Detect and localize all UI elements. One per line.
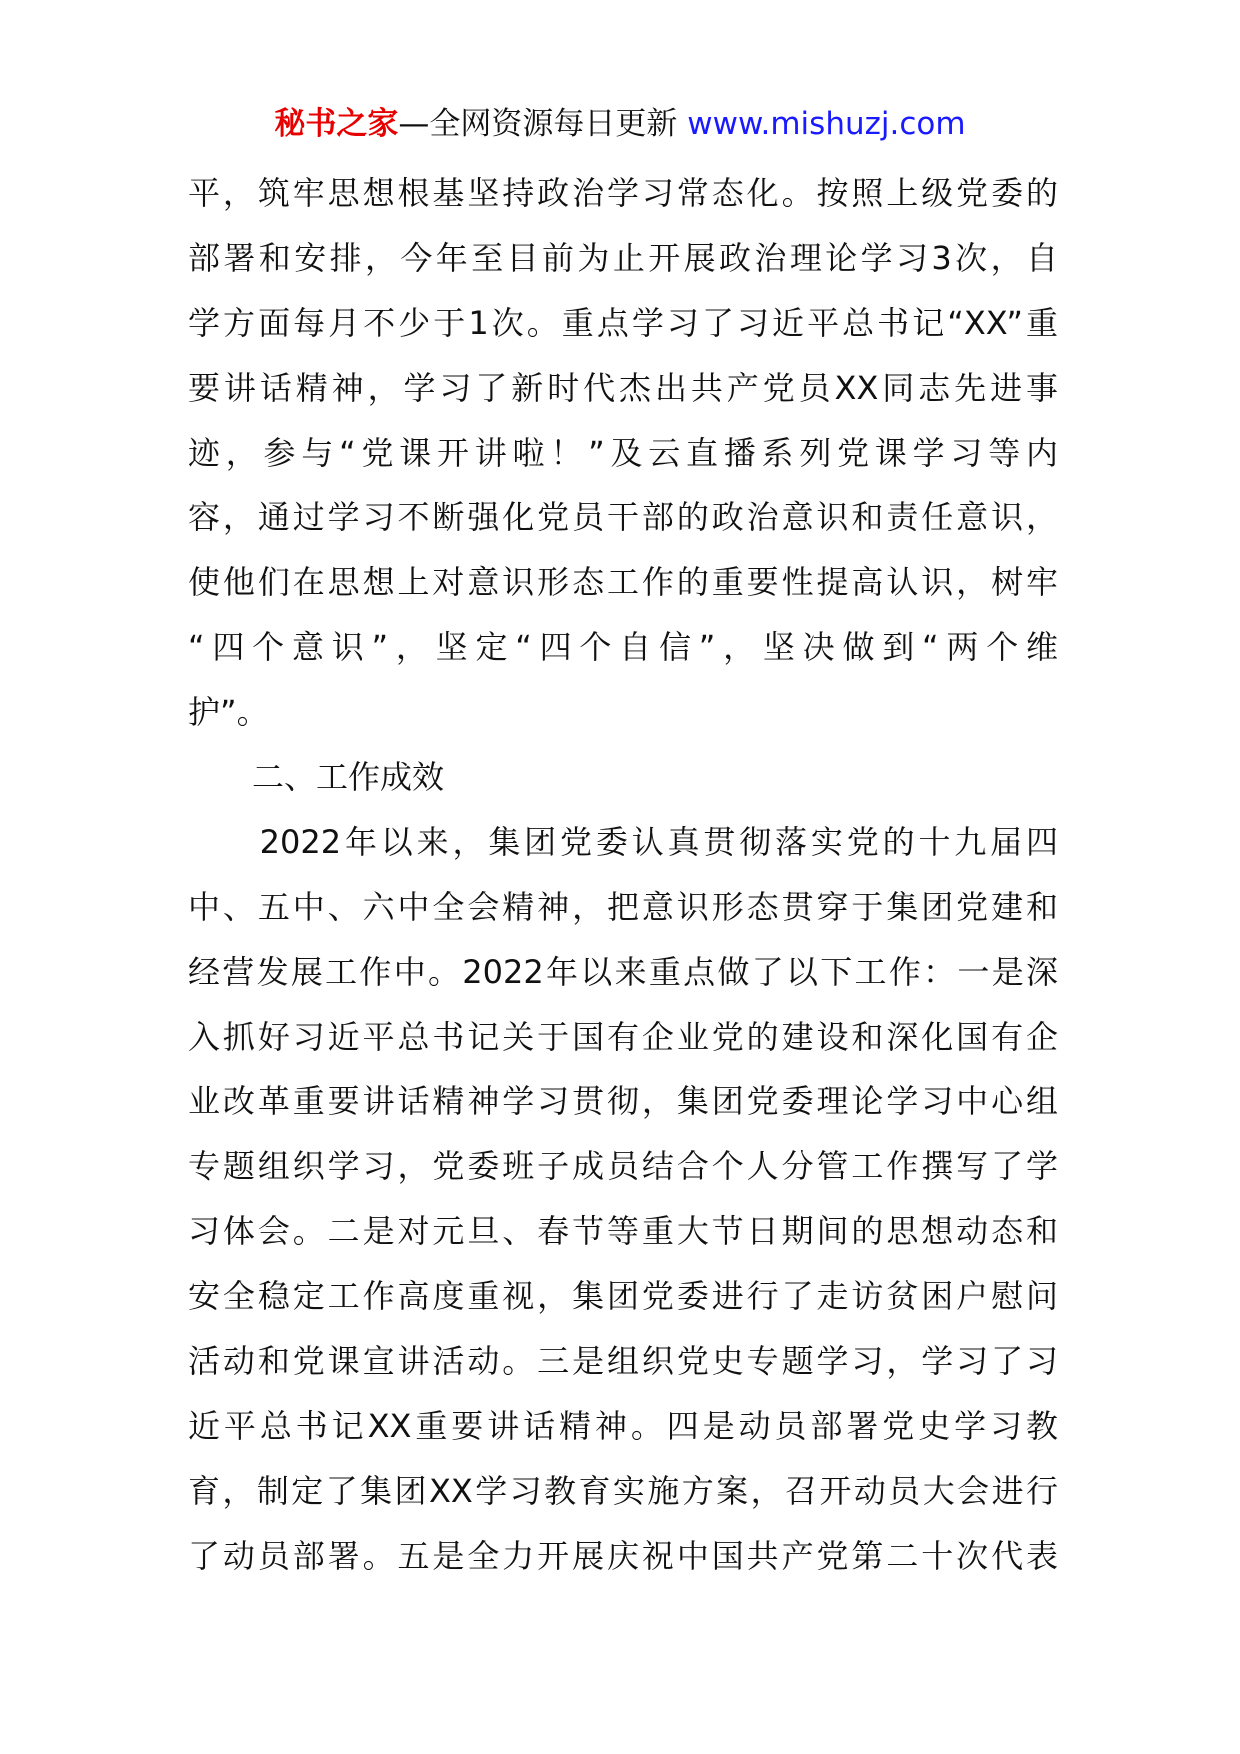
text-line: “四个意识”，坚定“四个自信”，坚决做到“两个维 xyxy=(188,628,1058,667)
text-line: 平，筑牢思想根基坚持政治学习常态化。按照上级党委的 xyxy=(188,174,1058,212)
text-line: 习体会。二是对元旦、春节等重大节日期间的思想动态和 xyxy=(188,1212,1058,1251)
header-tagline: —全网资源每日更新 xyxy=(398,106,678,142)
text-line: 业改革重要讲话精神学习贯彻，集团党委理论学习中心组 xyxy=(188,1082,1058,1121)
text-line: 入抓好习近平总书记关于国有企业党的建设和深化国有企 xyxy=(188,1017,1058,1056)
text-line: 迹，参与“党课开讲啦！”及云直播系列党课学习等内 xyxy=(188,433,1058,472)
text-line: 安全稳定工作高度重视，集团党委进行了走访贫困户慰问 xyxy=(188,1277,1058,1316)
text-line: 近平总书记XX重要讲话精神。四是动员部署党史学习教 xyxy=(188,1406,1058,1445)
text-line: 容，通过学习不断强化党员干部的政治意识和责任意识， xyxy=(188,498,1058,537)
text-line: 活动和党课宣讲活动。三是组织党史专题学习，学习了习 xyxy=(188,1342,1058,1381)
text-line: 要讲话精神，学习了新时代杰出共产党员XX同志先进事 xyxy=(188,368,1058,407)
text-line: 2022年以来，集团党委认真贯彻落实党的十九届四 xyxy=(188,822,1058,861)
website-link[interactable]: www.mishuzj.com xyxy=(687,106,966,142)
page-header xyxy=(0,98,1240,150)
text-line: 育，制定了集团XX学习教育实施方案，召开动员大会进行 xyxy=(188,1471,1058,1510)
document-body xyxy=(188,161,1058,1589)
text-line: 部署和安排，今年至目前为止开展政治理论学习3次，自 xyxy=(188,238,1058,277)
brand-name: 秘书之家 xyxy=(274,106,399,142)
text-line: 中、五中、六中全会精神，把意识形态贯穿于集团党建和 xyxy=(188,887,1058,926)
text-line: 经营发展工作中。2022年以来重点做了以下工作：一是深 xyxy=(188,952,1058,991)
text-line: 二、工作成效 xyxy=(188,758,445,797)
text-line: 护”。 xyxy=(188,693,269,732)
text-line: 使他们在思想上对意识形态工作的重要性提高认识，树牢 xyxy=(188,563,1058,602)
text-line: 学方面每月不少于1次。重点学习了习近平总书记“XX”重 xyxy=(188,303,1058,342)
text-line: 了动员部署。五是全力开展庆祝中国共产党第二十次代表 xyxy=(188,1536,1058,1575)
text-line: 专题组织学习，党委班子成员结合个人分管工作撰写了学 xyxy=(188,1147,1058,1186)
